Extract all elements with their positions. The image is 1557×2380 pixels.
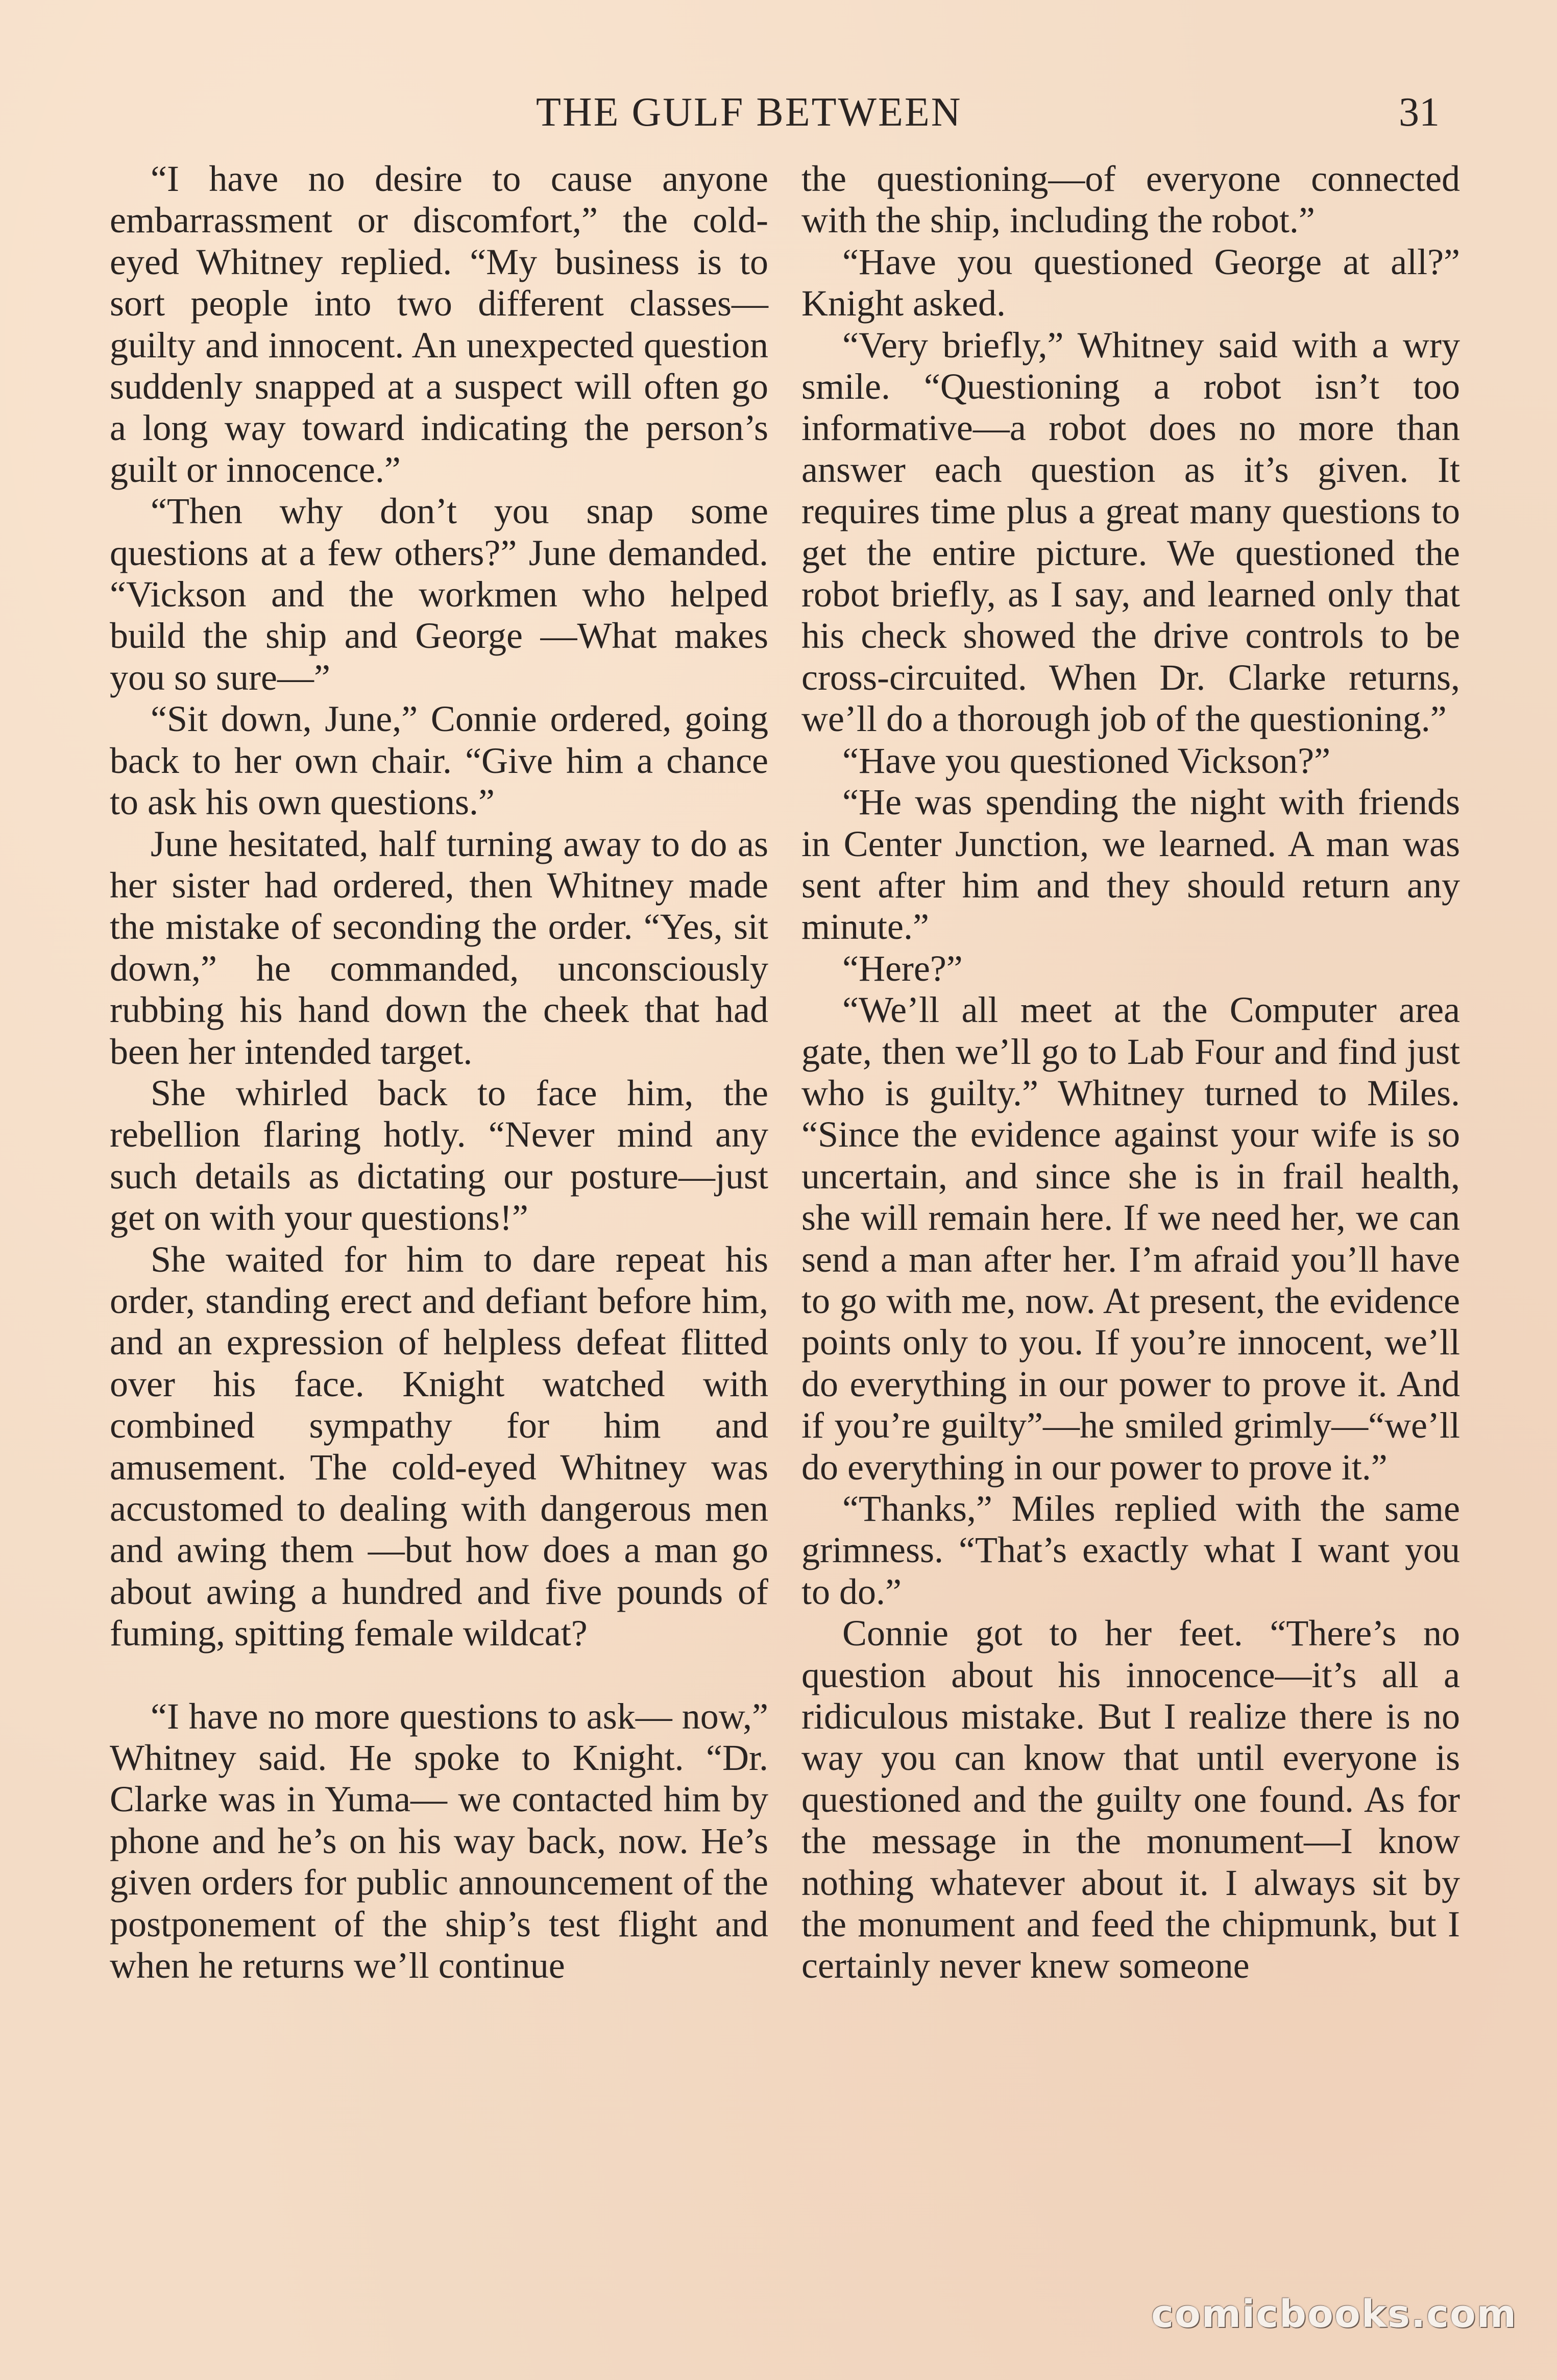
paragraph: “I have no more questions to ask— now,” Whitney said. He spoke to Knight. “Dr. Clarke was in Yuma— we contacted him by phone and he’s on his way back, now. He’s given orders for public announcement of the postponement of the ship’s test flight and when he returns we’ll continue: [110, 1695, 768, 1986]
paragraph: She waited for him to dare repeat his order, standing erect and defiant before him, and an expression of helpless defeat flitted over his face. Knight watched with combined sympathy for him and amusement. The cold-eyed Whitney was accustomed to dealing with dangerous men and awing them —but how does a man go about awing a hundred and five pounds of fuming, spitting female wildcat?: [110, 1238, 768, 1654]
paragraph: “Have you questioned George at all?” Knight asked.: [801, 241, 1460, 324]
paragraph: She whirled back to face him, the rebellion flaring hotly. “Never mind any such details as dictating our posture—just get on with your questions!”: [110, 1072, 768, 1238]
running-head: [0, 84, 1557, 140]
paragraph-continued: the questioning—of everyone connected with the ship, including the robot.”: [801, 158, 1460, 241]
paragraph: Connie got to her feet. “There’s no question about his innocence—it’s all a ridiculous mistake. But I realize there is no way you can know that until everyone is questioned and the guilty one found. As for the message in the monument—I know nothing whatever about it. I always sit by the monument and feed the chipmunk, but I certainly never knew someone: [801, 1613, 1460, 1986]
paragraph: “Here?”: [842, 948, 963, 989]
left-column: [110, 158, 768, 1986]
running-title: THE GULF BETWEEN: [536, 90, 962, 135]
paragraph: “Have you questioned Vickson?”: [842, 740, 1331, 781]
paragraph: “He was spending the night with friends in Center Junction, we learned. A man was sent after him and they should return any minute.”: [801, 782, 1460, 948]
paragraph: June hesitated, half turning away to do as her sister had ordered, then Whitney made the mistake of seconding the order. “Yes, sit down,” he commanded, unconsciously rubbing his hand down the cheek that had been her intended target.: [110, 823, 768, 1072]
page-number: 31: [1399, 90, 1440, 135]
paragraph: “Sit down, June,” Connie ordered, going back to her own chair. “Give him a chance to ask his own questions.”: [110, 698, 768, 823]
site-watermark: comicbooks.com: [1151, 2292, 1517, 2336]
paragraph: “Very briefly,” Whitney said with a wry smile. “Questioning a robot isn’t too informative—a robot does no more than answer each question as it’s given. It requires time plus a great many questions to get the entire picture. We questioned the robot briefly, as I say, and learned only that his check showed the drive controls to be cross-circuited. When Dr. Clarke returns, we’ll do a thorough job of the questioning.”: [801, 324, 1460, 740]
paragraph: “Then why don’t you snap some questions at a few others?” June demanded. “Vickson and the workmen who helped build the ship and George —What makes you so sure—”: [110, 491, 768, 698]
paragraph: “We’ll all meet at the Computer area gate, then we’ll go to Lab Four and find just who is guilty.” Whitney turned to Miles. “Since the evidence against your wife is so uncertain, and since she is in frail health, she will remain here. If we need her, we can send a man after her. I’m afraid you’ll have to go with me, now. At present, the evidence points only to you. If you’re innocent, we’ll do everything in our power to prove it. And if you’re guilty”—he smiled grimly—“we’ll do everything in our power to prove it.”: [801, 989, 1460, 1488]
paragraph: “I have no desire to cause anyone embarrassment or discomfort,” the cold-eyed Whitney replied. “My business is to sort people into two different classes—guilty and innocent. An unexpected question suddenly snapped at a suspect will often go a long way toward indicating the person’s guilt or innocence.”: [110, 158, 768, 490]
right-column: [801, 158, 1460, 1987]
paragraph: “Thanks,” Miles replied with the same grimness. “That’s exactly what I want you to do.”: [801, 1488, 1460, 1612]
